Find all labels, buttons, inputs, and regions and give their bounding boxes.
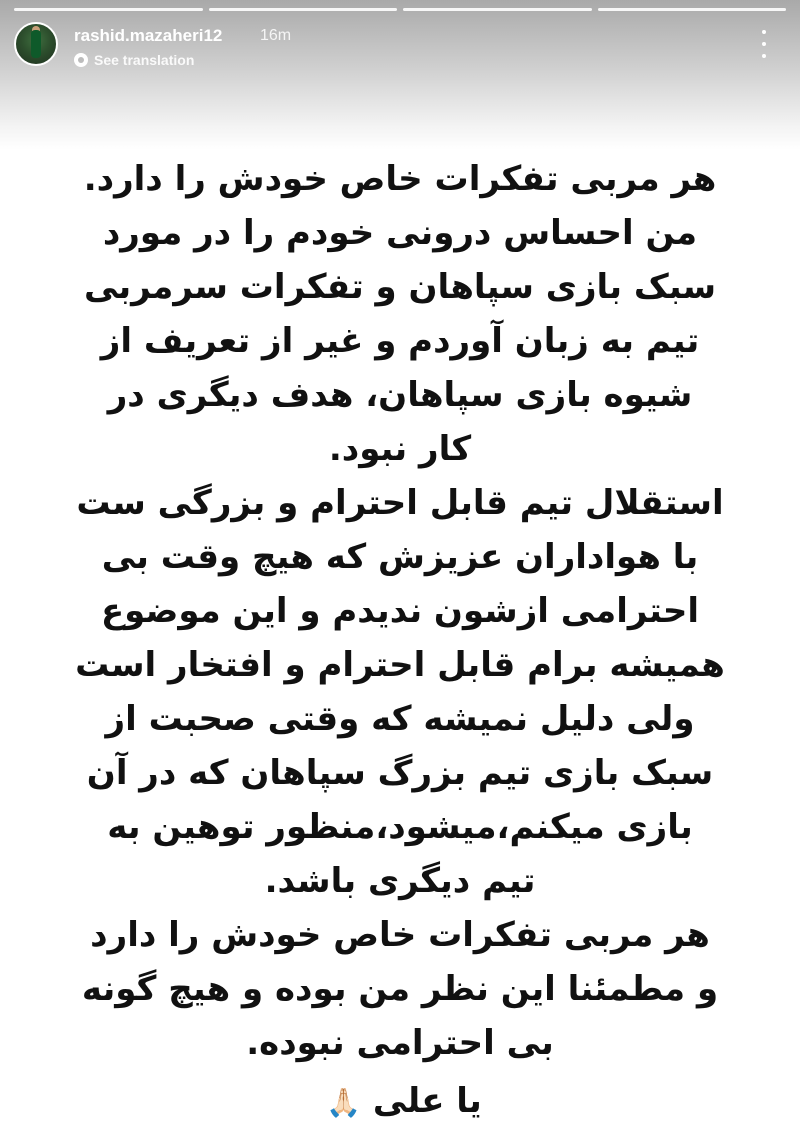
message-line: بازی میکنم،میشود،منظور توهین به [107,807,693,847]
timestamp: 16m [260,27,292,44]
closing-line [0,1074,800,1130]
see-translation-button[interactable] [74,52,194,68]
avatar-figure [31,30,41,58]
message-line: سبک بازی سپاهان و تفکرات سرمربی [83,267,717,307]
more-dot [762,42,766,46]
message-line: استقلال تیم قابل احترام و بزرگی ست [76,483,724,523]
see-translation-label: See translation [94,52,195,68]
message-line: احترامی ازشون ندیدم و این موضوع [100,591,700,631]
progress-segment [14,8,203,11]
story-message [60,152,740,1070]
message-line: هر مربی تفکرات خاص خودش را دارد. [83,159,717,199]
message-line: ولی دلیل نمیشه که وقتی صحبت از [105,699,695,739]
message-line: هر مربی تفکرات خاص خودش را دارد [90,915,710,955]
closing-text: یا علی [372,1081,482,1121]
story-progress-bar [14,8,786,11]
message-line: سبک بازی تیم بزرگ سپاهان که در آن [86,753,714,793]
more-dot [762,54,766,58]
message-line: و مطمئنا این نظر من بوده و هیچ گونه [81,969,719,1009]
message-line: تیم دیگری باشد. [264,861,536,901]
more-vertical-icon[interactable] [756,30,772,58]
username[interactable]: rashid.mazaheri12 [74,26,223,45]
message-line: کار نبود. [328,429,472,469]
progress-segment [403,8,592,11]
translate-icon [74,53,88,67]
story-header [14,22,786,74]
message-line: با هواداران عزیزش که هیچ وقت بی [101,537,699,577]
message-line: بی احترامی نبوده. [246,1023,554,1063]
more-dot [762,30,766,34]
avatar[interactable] [14,22,58,66]
progress-segment [598,8,787,11]
message-line: شیوه بازی سپاهان، هدف دیگری در [107,375,693,415]
message-line: تیم به زبان آوردم و غیر از تعریف از [100,321,700,361]
progress-segment [209,8,398,11]
message-line: من احساس درونی خودم را در مورد [102,213,698,253]
folded-hands-icon: 🙏🏻 [326,1086,362,1119]
message-line: همیشه برام قابل احترام و افتخار است [75,645,725,685]
